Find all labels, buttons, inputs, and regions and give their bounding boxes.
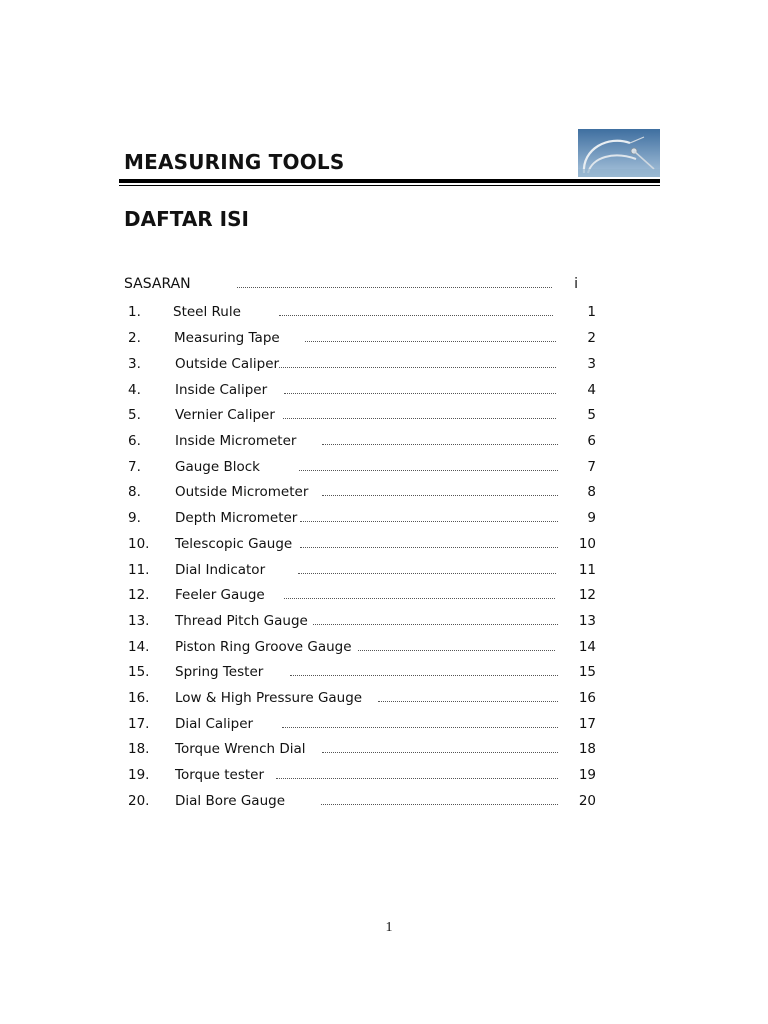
toc-entry-number: 17. — [128, 716, 150, 732]
toc-leader — [284, 393, 556, 394]
header-rule-thin — [119, 185, 660, 186]
toc-entry-number: 18. — [128, 741, 150, 757]
toc-entry-title: Inside Caliper — [175, 382, 268, 398]
toc-entry-page: 20 — [578, 793, 596, 809]
toc-entry[interactable] — [0, 302, 768, 322]
toc-leader — [305, 341, 556, 342]
toc-entry-number: 5. — [128, 407, 141, 423]
toc-intro-row[interactable] — [0, 274, 768, 294]
toc-intro-page: i — [574, 276, 578, 292]
toc-entry[interactable] — [0, 662, 768, 682]
toc-entry-number: 2. — [128, 330, 141, 346]
toc-entry[interactable] — [0, 457, 768, 477]
toc-entry[interactable] — [0, 328, 768, 348]
toc-entry[interactable] — [0, 688, 768, 708]
toc-entry[interactable] — [0, 405, 768, 425]
toc-entry-title: Outside Caliper — [175, 356, 280, 372]
toc-entry-page: 9 — [587, 510, 596, 526]
toc-entry[interactable] — [0, 714, 768, 734]
toc-entry-number: 6. — [128, 433, 141, 449]
toc-entry-page: 19 — [578, 767, 596, 783]
toc-entry[interactable] — [0, 791, 768, 811]
toc-leader — [322, 752, 558, 753]
toc-leader — [282, 727, 558, 728]
toc-entry[interactable] — [0, 765, 768, 785]
toc-leader — [283, 418, 556, 419]
toc-entry-title: Dial Bore Gauge — [175, 793, 285, 809]
toc-entry[interactable] — [0, 611, 768, 631]
toc-entry-page: 10 — [578, 536, 596, 552]
toc-entry-number: 1. — [128, 304, 141, 320]
toc-entry-title: Inside Micrometer — [175, 433, 297, 449]
toc-entry-number: 20. — [128, 793, 150, 809]
toc-entry-title: Steel Rule — [173, 304, 241, 320]
toc-entry-page: 18 — [578, 741, 596, 757]
toc-entry-title: Piston Ring Groove Gauge — [175, 639, 352, 655]
toc-entry-page: 4 — [587, 382, 596, 398]
document-title: MEASURING TOOLS — [124, 150, 345, 174]
toc-entry-title: Spring Tester — [175, 664, 264, 680]
toc-entry-number: 10. — [128, 536, 150, 552]
toc-leader — [276, 778, 558, 779]
toc-entry-page: 3 — [587, 356, 596, 372]
toc-entry-page: 1 — [587, 304, 596, 320]
toc-entry-number: 13. — [128, 613, 150, 629]
toc-entry-title: Vernier Caliper — [175, 407, 275, 423]
toc-entry-number: 7. — [128, 459, 141, 475]
toc-entry[interactable] — [0, 482, 768, 502]
toc-entry-number: 11. — [128, 562, 150, 578]
toc-leader — [299, 470, 558, 471]
toc-entry[interactable] — [0, 508, 768, 528]
toc-entry-page: 7 — [587, 459, 596, 475]
toc-entry[interactable] — [0, 637, 768, 657]
toc-leader — [279, 315, 553, 316]
toc-entry-page: 16 — [578, 690, 596, 706]
toc-leader — [237, 287, 552, 288]
toc-entry-page: 2 — [587, 330, 596, 346]
toc-entry-page: 15 — [578, 664, 596, 680]
toc-leader — [290, 675, 558, 676]
toc-entry-title: Dial Caliper — [175, 716, 254, 732]
toc-entry-title: Feeler Gauge — [175, 587, 265, 603]
toc-entry-page: 11 — [578, 562, 596, 578]
toc-entry-title: Telescopic Gauge — [175, 536, 293, 552]
page-number: 1 — [385, 920, 393, 935]
toc-entry[interactable] — [0, 560, 768, 580]
header-rule-thick — [119, 179, 660, 183]
toc-entry-title: Measuring Tape — [174, 330, 280, 346]
toc-entry-page: 8 — [587, 484, 596, 500]
toc-entry-number: 3. — [128, 356, 141, 372]
toc-entry-number: 12. — [128, 587, 150, 603]
toc-leader — [321, 804, 558, 805]
toc-leader — [322, 495, 558, 496]
toc-entry-page: 13 — [578, 613, 596, 629]
toc-entry-page: 6 — [587, 433, 596, 449]
toc-leader — [298, 573, 556, 574]
toc-entry-number: 15. — [128, 664, 150, 680]
toc-entry-title: Thread Pitch Gauge — [175, 613, 308, 629]
toc-entry[interactable] — [0, 354, 768, 374]
toc-leader — [300, 521, 558, 522]
toc-leader — [279, 367, 556, 368]
toc-leader — [322, 444, 558, 445]
toc-entry-number: 8. — [128, 484, 141, 500]
toc-entry[interactable] — [0, 380, 768, 400]
toc-entry-title: Dial Indicator — [175, 562, 266, 578]
toc-entry-title: Outside Micrometer — [175, 484, 309, 500]
toc-entry[interactable] — [0, 431, 768, 451]
toc-entry-title: Torque tester — [175, 767, 265, 783]
toc-leader — [378, 701, 558, 702]
toc-entry-page: 5 — [587, 407, 596, 423]
toc-entry-page: 12 — [578, 587, 596, 603]
toc-leader — [284, 598, 555, 599]
toc-leader — [358, 650, 555, 651]
toc-entry-number: 9. — [128, 510, 141, 526]
toc-entry-title: Low & High Pressure Gauge — [175, 690, 363, 706]
toc-entry-title: Torque Wrench Dial — [175, 741, 306, 757]
toc-entry-number: 4. — [128, 382, 141, 398]
toc-entry-number: 19. — [128, 767, 150, 783]
toc-entry-title: Gauge Block — [175, 459, 260, 475]
toc-entry[interactable] — [0, 534, 768, 554]
toc-heading: DAFTAR ISI — [124, 207, 249, 231]
toc-leader — [300, 547, 558, 548]
outside-caliper-photo-icon — [578, 129, 660, 177]
toc-entry[interactable] — [0, 739, 768, 759]
toc-entry-number: 16. — [128, 690, 150, 706]
toc-entry-page: 14 — [578, 639, 596, 655]
toc-intro-title: SASARAN — [124, 276, 191, 292]
toc-leader — [313, 624, 558, 625]
toc-entry[interactable] — [0, 585, 768, 605]
toc-entry-title: Depth Micrometer — [175, 510, 298, 526]
toc-entry-page: 17 — [578, 716, 596, 732]
toc-entry-number: 14. — [128, 639, 150, 655]
